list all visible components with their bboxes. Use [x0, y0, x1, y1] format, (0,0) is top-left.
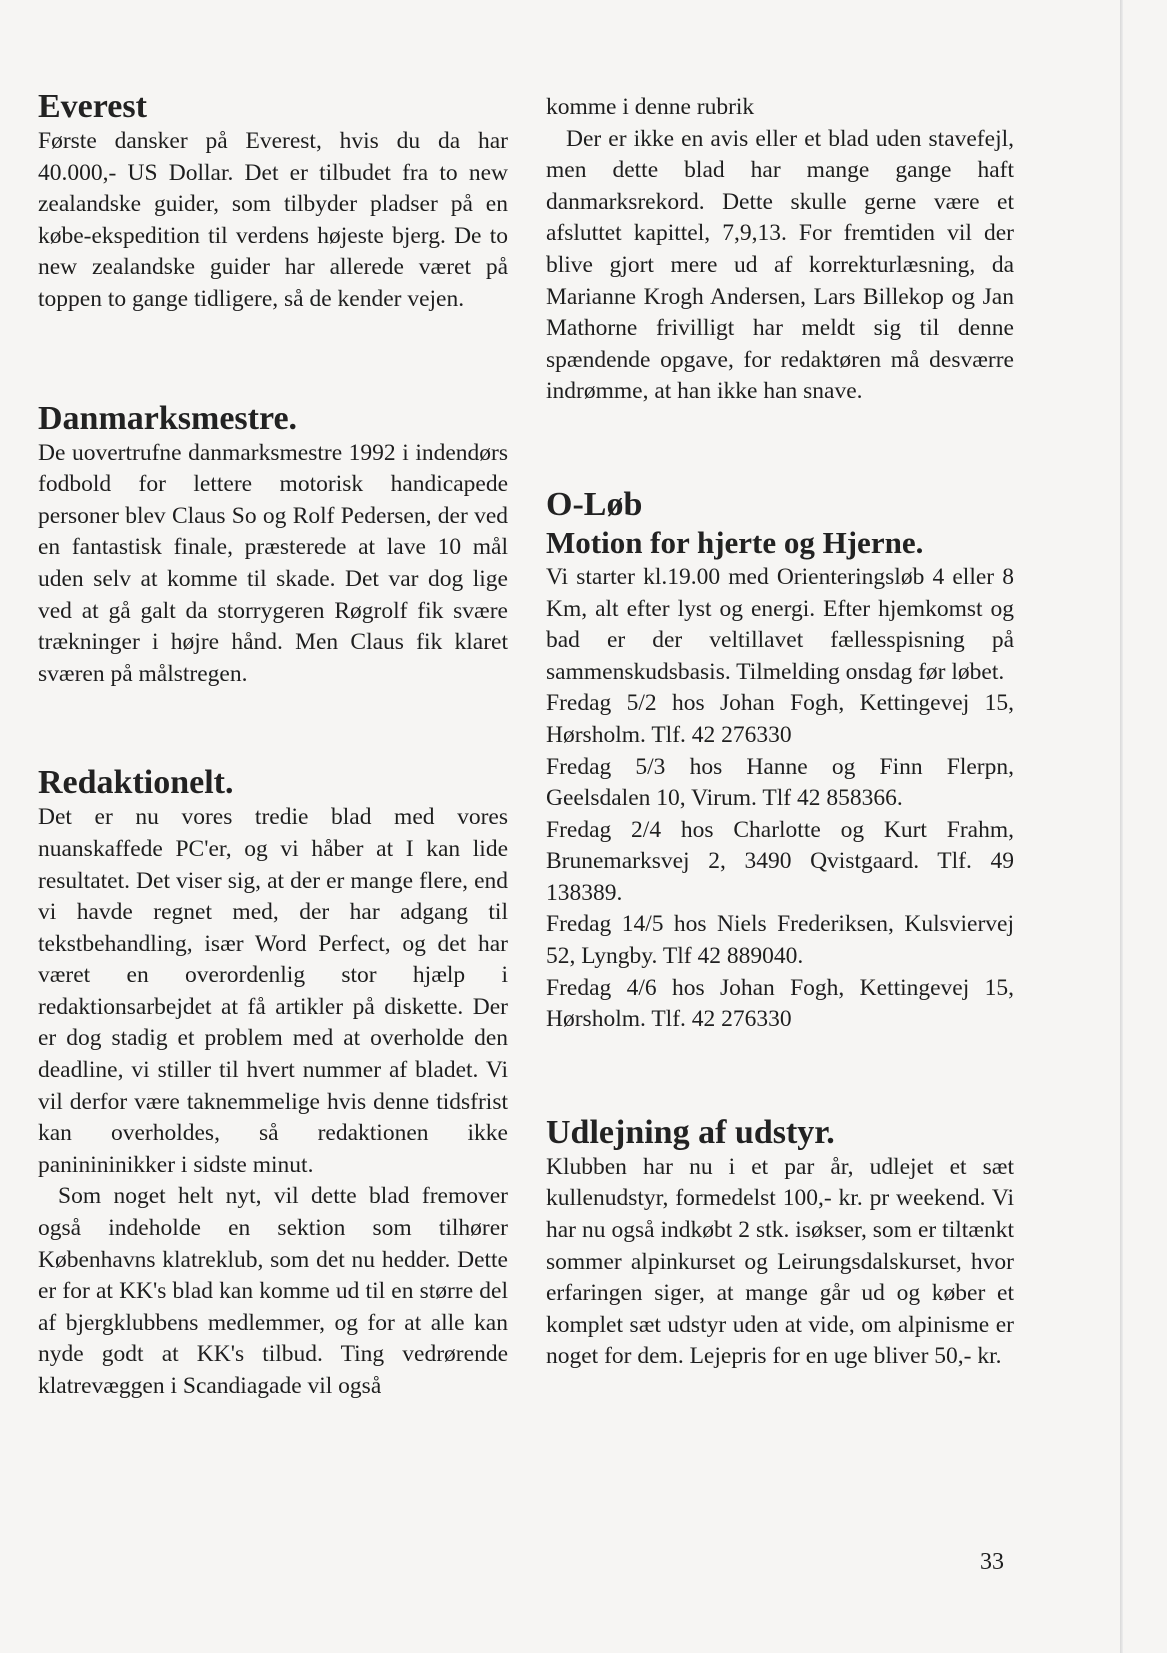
everest-heading: Everest — [38, 88, 147, 125]
continuation-line: komme i denne rubrik — [546, 94, 755, 120]
udlejning-heading: Udlejning af udstyr. — [546, 1113, 835, 1151]
olob-subheading: Motion for hjerte og Hjerne. — [546, 524, 924, 560]
danmarksmestre-heading: Danmarksmestre. — [38, 399, 298, 437]
redaktionelt-section — [38, 764, 508, 1402]
redaktionelt-paragraph-2: Som noget helt nyt, vil dette blad fremover også indeholde en sektion som tilhører Københavns klatreklub, som det nu hedder. Dette er for at KK's blad kan komme ud til en større del af bjergklubbens medlemmer, og for at alle kan nyde godt at KK's tilbud. Ting vedrørende klatrevæggen i Scandiagade vil også — [38, 1183, 508, 1399]
olob-schedule-item: Fredag 2/4 hos Charlotte og Kurt Frahm, Brunemarksvej 2, 3490 Qvistgaard. Tlf. 49 138389. — [546, 816, 1014, 906]
page-edge-shadow — [1120, 0, 1123, 1653]
left-column — [38, 88, 508, 1403]
udlejning-body: Klubben har nu i et par år, udlejet et sæt kullenudstyr, formedelst 100,- kr. pr weekend. Vi har nu også indkøbt 2 stk. isøkser, som er tiltænkt sommer alpinkurset og Leirungsdalskurset, hvor erfaringen siger, at mange går ud og køber et komplet sæt udstyr uden at vide, om alpinisme er noget for dem. Lejepris for en uge bliver 50,- kr. — [546, 1153, 1014, 1370]
everest-body: Første dansker på Everest, hvis du da har 40.000,- US Dollar. Det er tilbudet fra to new zealandske guider, som tilbyder pladser på en købe-ekspedition til verdens højeste bjerg. De to new zealandske guider har allerede været på toppen to gange tidligere, så de kender vejen. — [38, 128, 508, 312]
olob-schedule-item: Fredag 5/2 hos Johan Fogh, Kettingevej 15, Hørsholm. Tlf. 42 276330 — [546, 690, 1014, 748]
continuation-paragraph: Der er ikke en avis eller et blad uden stavefejl, men dette blad har mange gange haft danmarksrekord. Dette skulle gerne være et afsluttet kapittel, 7,9,13. For fremtiden vil der blive gjort mere ud af korrekturlæsning, da Marianne Krogh Andersen, Lars Billekop og Jan Mathorne frivilligt har meldt sig til denne spændende opgave, for redaktøren må desværre indrømme, at han ikke han snave. — [546, 125, 1014, 405]
continuation-section — [546, 92, 1014, 408]
page-number: 33 — [980, 1549, 1004, 1575]
olob-heading: O-Løb — [546, 485, 643, 523]
everest-section — [38, 88, 508, 316]
olob-section — [546, 486, 1014, 1036]
olob-schedule-item: Fredag 4/6 hos Johan Fogh, Kettingevej 15, Hørsholm. Tlf. 42 276330 — [546, 974, 1014, 1033]
danmarksmestre-section — [38, 400, 508, 691]
olob-schedule-item: Fredag 14/5 hos Niels Frederiksen, Kulsviervej 52, Lyngby. Tlf 42 889040. — [546, 911, 1014, 970]
redaktionelt-heading: Redaktionelt. — [38, 764, 234, 802]
danmarksmestre-body: De uovertrufne danmarksmestre 1992 i indendørs fodbold for lettere motorisk handicapede personer blev Claus So og Rolf Pedersen, der ved en fantastisk finale, præsterede at lave 10 mål uden selv at komme til skade. Det var dog lige ved at gå galt da storrygeren Røgrolf fik svære trækninger i højre hånd. Men Claus fik klaret sværen på målstregen. — [38, 439, 508, 687]
olob-intro: Vi starter kl.19.00 med Orienteringsløb 4 eller 8 Km, alt efter lyst og energi. Efter hjemkomst og bad er der veltillavet fællesspisning på sammenskudsbasis. Tilmelding onsdag før løbet. — [546, 563, 1014, 685]
olob-schedule-item: Fredag 5/3 hos Hanne og Finn Flerpn, Geelsdalen 10, Virum. Tlf 42 858366. — [546, 753, 1014, 812]
right-column — [546, 88, 1014, 1373]
redaktionelt-paragraph-1: Det er nu vores tredie blad med vores nuanskaffede PC'er, og vi håber at I kan lide resultatet. Det viser sig, at der er mange flere, end vi havde regnet med, der har adgang til tekstbehandling, især Word Perfect, og det har været en overordenlig stor hjælp i redaktionsarbejdet at få artikler på diskette. Der er dog stadig et problem med at overholde den deadline, vi stiller til hvert nummer af bladet. Vi vil derfor være taknemmelige hvis denne tidsfrist kan overholdes, så redaktionen ikke paninininikker i sidste minut. — [38, 804, 508, 1178]
udlejning-section — [546, 1114, 1014, 1373]
